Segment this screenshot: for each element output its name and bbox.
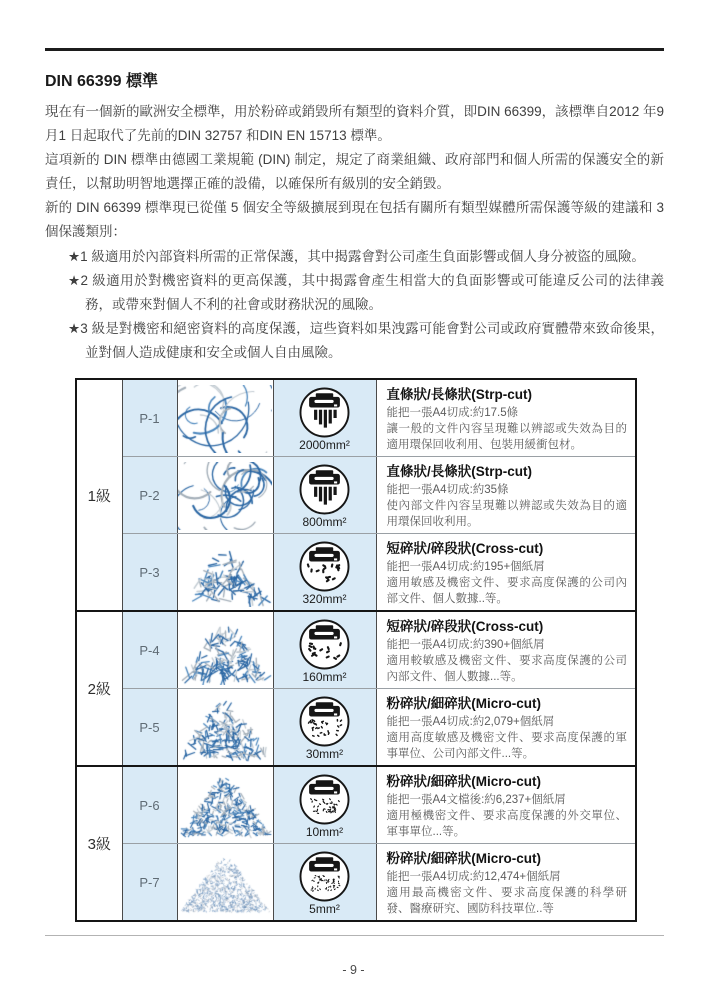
cut-size-cell [273, 766, 376, 844]
shredded-paper-sample-cell [177, 611, 273, 689]
usage-text: 適用最高機密文件、要求高度保護的科學研發、醫療研究、國防科技單位..等 [386, 887, 627, 915]
protection-class-item: ★1 級適用於內部資料所需的正常保護，其中揭露會對公司產生負面影響或個人身分被盜的風險。 [68, 249, 645, 264]
cross-cut-shredder-icon [274, 617, 376, 672]
micro-cut-shredder-icon [274, 772, 376, 827]
usage-text: 適用敏感及機密文件、要求高度保護的公司內部文件、個人數據..等。 [386, 577, 627, 605]
bottom-rule [45, 935, 664, 936]
table-row [76, 844, 636, 922]
intro-paragraph-1: 現在有一個新的歐洲安全標準，用於粉碎或銷毀所有類型的資料介質，即DIN 66399，該標準自2012 年9 月1 日起取代了先前的DIN 32757 和DIN EN 15713 標準。 [45, 104, 664, 143]
description-cell [376, 611, 636, 689]
table-row [76, 766, 636, 844]
cut-size-cell [273, 379, 376, 457]
shredded-paper-image [178, 772, 272, 840]
cut-size-cell [273, 689, 376, 767]
p-level-code: P-5 [122, 689, 177, 767]
shredded-paper-sample-cell [177, 534, 273, 612]
usage-text: 適用極機密文件、要求高度保護的外交單位、軍事單位...等。 [386, 810, 627, 838]
description-cell [376, 457, 636, 534]
cut-size-cell [273, 611, 376, 689]
shredded-paper-image [178, 462, 272, 530]
cut-type-title: 短碎狀/碎段狀(Cross-cut) [386, 619, 544, 634]
particle-area-value: 160mm² [302, 669, 347, 684]
table-row [76, 379, 636, 457]
particle-area-value: 800mm² [302, 514, 347, 529]
cross-cut-shredder-icon [274, 539, 376, 594]
table-row [76, 689, 636, 767]
description-cell [376, 844, 636, 922]
table-row [76, 611, 636, 689]
strip-cut-shredder-icon [274, 462, 376, 517]
description-cell [376, 689, 636, 767]
cut-type-title: 直條狀/長條狀(Strp-cut) [386, 464, 532, 479]
table-row [76, 534, 636, 612]
page-title: DIN 66399 標準 [45, 73, 158, 90]
usage-text: 適用高度敏感及機密文件、要求高度保護的軍事單位、公司內部文件...等。 [386, 732, 627, 760]
shredded-paper-sample-cell [177, 689, 273, 767]
p-level-code: P-4 [122, 611, 177, 689]
p-level-code: P-3 [122, 534, 177, 612]
shredded-paper-sample-cell [177, 379, 273, 457]
p-level-code: P-7 [122, 844, 177, 922]
protection-class-list [45, 245, 664, 365]
page-content [45, 60, 664, 922]
shredded-paper-image [178, 617, 272, 685]
cut-capacity-text: 能把一張A4切成:約2,079+個紙屑 [386, 716, 555, 728]
particle-area-value: 2000mm² [299, 437, 350, 452]
particle-area-value: 30mm² [305, 746, 344, 761]
table-row [76, 457, 636, 534]
cut-capacity-text: 能把一張A4切成:約35條 [386, 484, 509, 496]
protection-class-item: ★2 級適用於對機密資料的更高保護，其中揭露會產生相當大的負面影響或可能違反公司的法律義務，或帶來對個人不利的社會或財務狀況的風險。 [68, 273, 664, 312]
particle-area-value: 320mm² [302, 591, 347, 606]
cut-type-title: 短碎狀/碎段狀(Cross-cut) [386, 541, 544, 556]
p-level-code: P-1 [122, 379, 177, 457]
particle-area-value: 5mm² [309, 901, 340, 916]
strip-cut-shredder-icon [274, 385, 376, 440]
shredded-paper-image [178, 539, 272, 607]
micro-cut-shredder-icon [274, 694, 376, 749]
cut-size-cell [273, 534, 376, 612]
shredded-paper-image [178, 849, 272, 917]
shredded-paper-sample-cell [177, 844, 273, 922]
intro-paragraph-3: 新的 DIN 66399 標準現已從僅 5 個安全等級擴展到現在包括有關所有類型媒體所需保護等級的建議和 3 個保護類別： [45, 200, 664, 239]
top-rule [45, 48, 664, 51]
description-cell [376, 379, 636, 457]
cut-capacity-text: 能把一張A4切成:約390+個紙屑 [386, 639, 545, 651]
page-number: - 9 - [342, 963, 365, 977]
cut-capacity-text: 能把一張A4切成:約17.5條 [386, 407, 519, 419]
security-level-cell: 1級 [76, 379, 122, 611]
micro-cut-shredder-icon [274, 849, 376, 904]
cut-type-title: 直條狀/長條狀(Strp-cut) [386, 387, 532, 402]
description-cell [376, 766, 636, 844]
description-cell [376, 534, 636, 612]
cut-size-cell [273, 844, 376, 922]
usage-text: 讓一般的文件內容呈現難以辨認或失效為目的適用環保回收利用、包裝用緩衝包材。 [386, 423, 627, 451]
cut-type-title: 粉碎狀/細碎狀(Micro-cut) [386, 851, 541, 866]
cut-capacity-text: 能把一張A4文檔後:約6,237+個紙屑 [386, 794, 566, 806]
shredded-paper-sample-cell [177, 457, 273, 534]
security-level-cell: 2級 [76, 611, 122, 766]
cut-capacity-text: 能把一張A4切成:約195+個紙屑 [386, 561, 545, 573]
shredded-paper-image [178, 694, 272, 762]
usage-text: 適用較敏感及機密文件、要求高度保護的公司內部文件、個人數據...等。 [386, 655, 627, 683]
p-level-code: P-2 [122, 457, 177, 534]
intro-paragraph-2: 這項新的 DIN 標準由德國工業規範 (DIN) 制定，規定了商業組織、政府部門和個人所需的保護安全的新責任，以幫助明智地選擇正確的設備，以確保所有級別的安全銷毀。 [45, 152, 664, 191]
cut-capacity-text: 能把一張A4切成:約12,474+個紙屑 [386, 871, 561, 883]
usage-text: 使內部文件內容呈現難以辨認或失效為目的適用環保回收利用。 [386, 500, 627, 528]
cut-type-title: 粉碎狀/細碎狀(Micro-cut) [386, 696, 541, 711]
din-66399-security-table [75, 378, 637, 922]
protection-class-item: ★3 級是對機密和絕密資料的高度保護，這些資料如果洩露可能會對公司或政府實體帶來致命後果，並對個人造成健康和安全或個人自由風險。 [68, 321, 664, 360]
shredded-paper-image [178, 385, 272, 453]
particle-area-value: 10mm² [305, 824, 344, 839]
cut-size-cell [273, 457, 376, 534]
p-level-code: P-6 [122, 766, 177, 844]
shredded-paper-sample-cell [177, 766, 273, 844]
security-level-cell: 3級 [76, 766, 122, 921]
cut-type-title: 粉碎狀/細碎狀(Micro-cut) [386, 774, 541, 789]
